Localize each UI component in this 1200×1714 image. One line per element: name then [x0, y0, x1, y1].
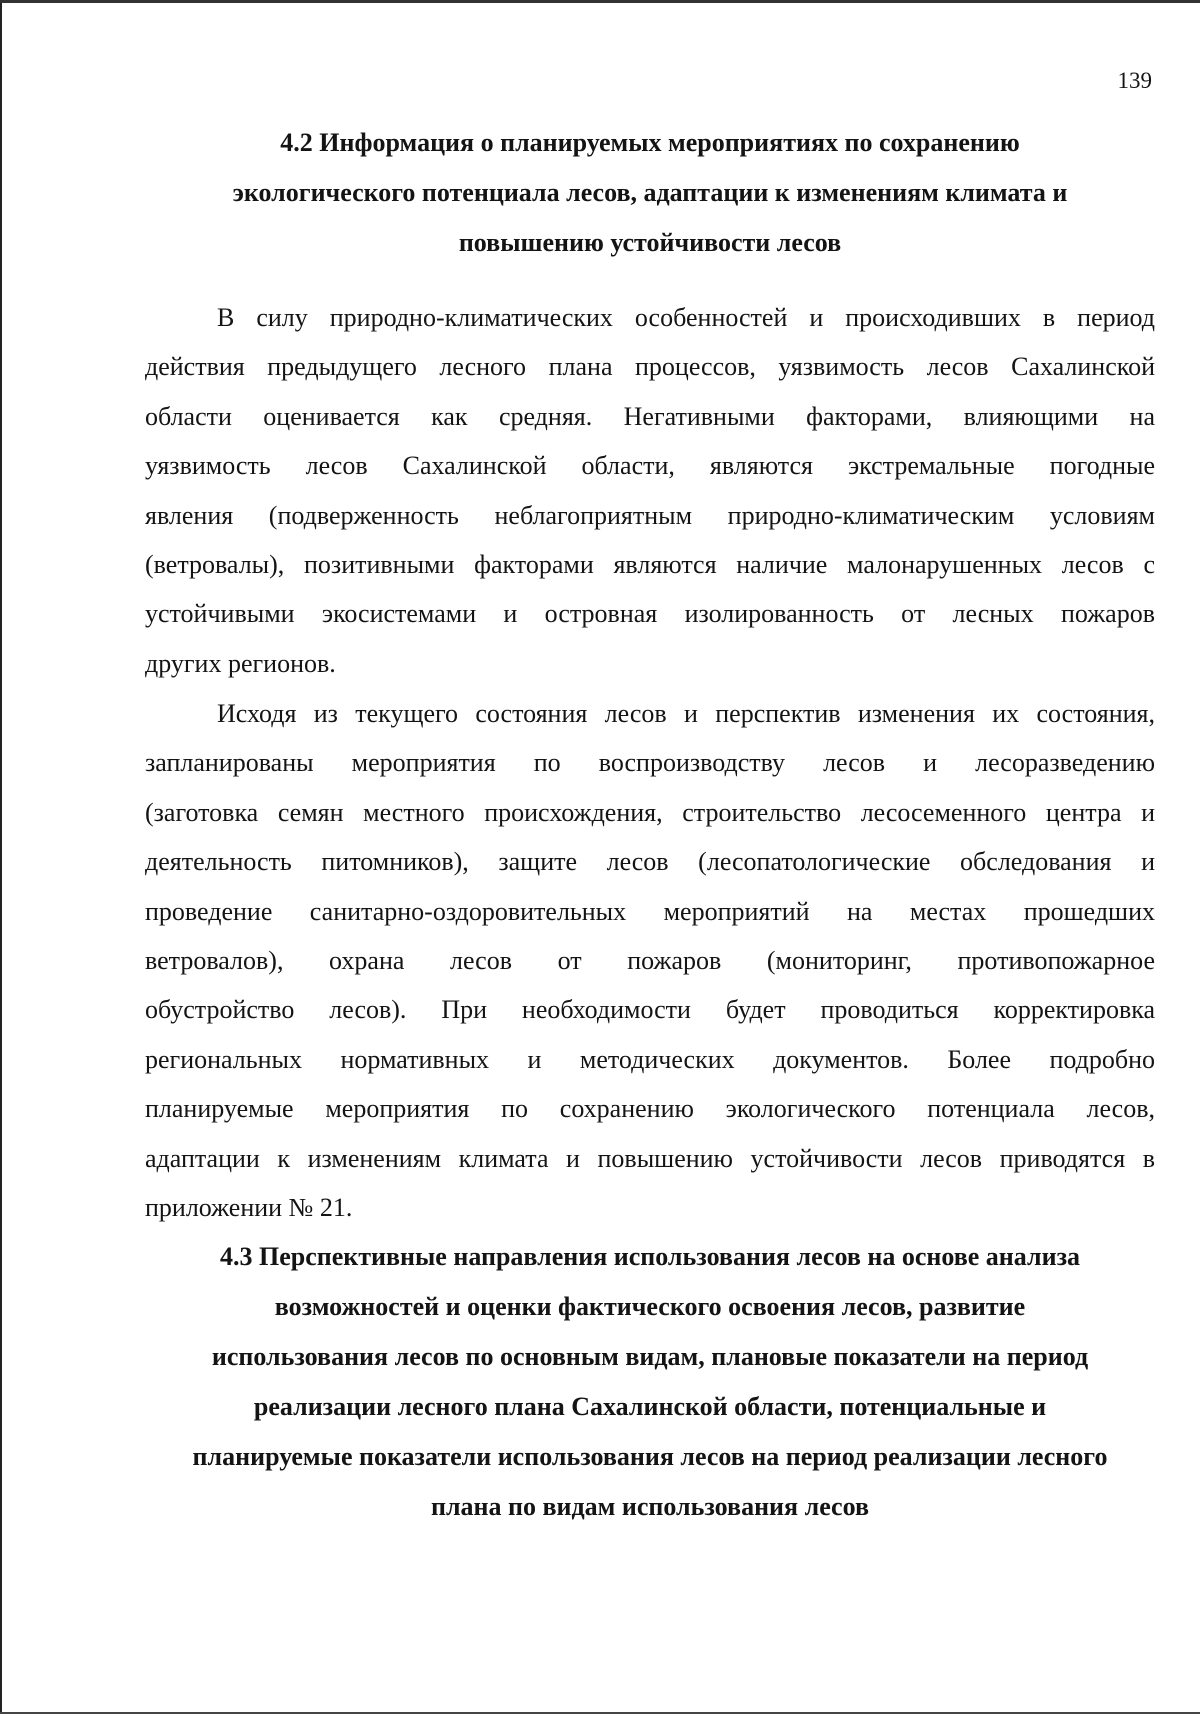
- paragraph-line: Исходя из текущего состояния лесов и перспектив изменения их состояния,: [217, 699, 1155, 728]
- paragraph-line: ветровалов), охрана лесов от пожаров (мониторинг, противопожарное: [145, 945, 1155, 975]
- heading-line: возможностей и оценки фактического освоения лесов, развитие: [274, 1292, 1026, 1321]
- paragraph-line: устойчивыми экосистемами и островная изолированность от лесных пожаров: [145, 599, 1155, 629]
- scan-edge-left: [0, 0, 2, 1714]
- paragraph-line: запланированы мероприятия по воспроизводству лесов и лесоразведению: [145, 748, 1155, 778]
- paragraph-line: уязвимость лесов Сахалинской области, являются экстремальные погодные: [145, 451, 1155, 481]
- paragraph-line: (ветровалы), позитивными факторами являются наличие малонарушенных лесов с: [145, 549, 1155, 579]
- heading-line: реализации лесного плана Сахалинской области, потенциальные и: [253, 1392, 1047, 1421]
- heading-line: 4.2 Информация о планируемых мероприятиях по сохранению: [280, 128, 1020, 157]
- paragraph-line: адаптации к изменениям климата и повышению устойчивости лесов приводятся в: [145, 1143, 1155, 1173]
- paragraph-line: региональных нормативных и методических документов. Более подробно: [145, 1044, 1155, 1074]
- paragraph-line: действия предыдущего лесного плана процессов, уязвимость лесов Сахалинской: [145, 352, 1155, 382]
- paragraph-line: других регионов.: [145, 648, 336, 678]
- heading-line: экологического потенциала лесов, адаптации к изменениям климата и: [232, 178, 1068, 207]
- section-4-2-heading: [120, 118, 1180, 268]
- heading-line: использования лесов по основным видам, плановые показатели на период: [211, 1342, 1089, 1371]
- heading-line: 4.3 Перспективные направления использования лесов на основе анализа: [219, 1242, 1081, 1271]
- page-number: 139: [1117, 68, 1152, 93]
- paragraph-line: явления (подверженность неблагоприятным природно-климатическим условиям: [145, 500, 1155, 530]
- paragraph-line: планируемые мероприятия по сохранению экологического потенциала лесов,: [145, 1094, 1155, 1124]
- heading-line: повышению устойчивости лесов: [458, 228, 842, 257]
- paragraph-line: области оценивается как средняя. Негативными факторами, влияющими на: [145, 401, 1155, 431]
- paragraph-line: деятельность питомников), защите лесов (лесопатологические обследования и: [145, 847, 1155, 877]
- paragraph-line: (заготовка семян местного происхождения, строительство лесосеменного центра и: [145, 797, 1155, 827]
- heading-line: плана по видам использования лесов: [430, 1492, 869, 1521]
- paragraph-line: В силу природно-климатических особенностей и происходивших в период: [217, 303, 1155, 332]
- paragraph-line: проведение санитарно-оздоровительных мероприятий на местах прошедших: [145, 896, 1155, 926]
- paragraph-2: [145, 689, 1155, 1232]
- paragraph-line: обустройство лесов). При необходимости будет проводиться корректировка: [145, 995, 1155, 1025]
- scan-edge-top: [0, 0, 1200, 3]
- paragraph-1: [145, 293, 1155, 688]
- paragraph-line: приложении № 21.: [145, 1192, 353, 1222]
- heading-line: планируемые показатели использования лесов на период реализации лесного: [192, 1442, 1108, 1471]
- section-4-3-heading: [120, 1232, 1180, 1532]
